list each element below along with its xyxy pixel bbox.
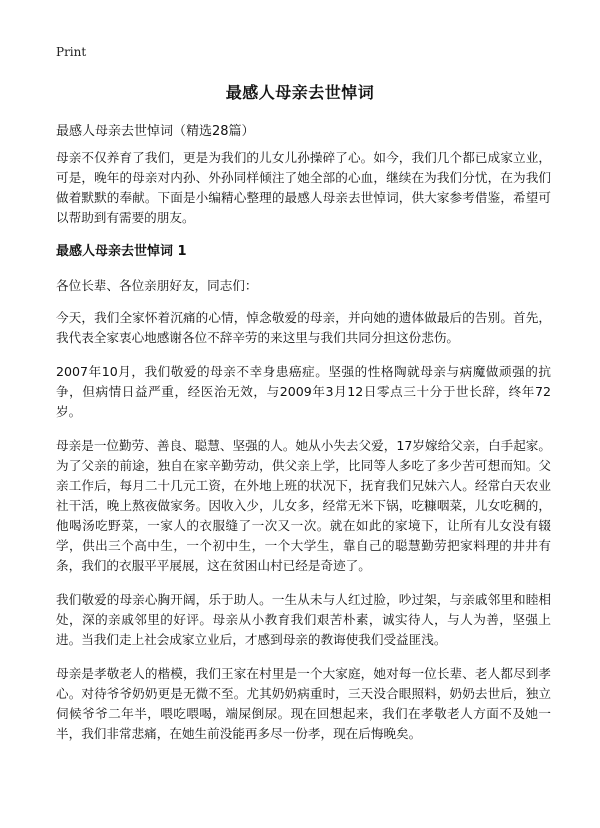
intro-paragraph: 母亲不仅养育了我们，更是为我们的儿女儿孙操碎了心。如今，我们几个都已成家立业，可是，晚年的母亲对内孙、外孙同样倾注了她全部的心血，继续在为我们分忧，在为我们做着默默的奉献。下面是小编精心整理的最感人母亲去世悼词，供大家参考借鉴，希望可以帮助到有需要的朋友。 <box>56 150 551 225</box>
body-paragraph: 今天，我们全家怀着沉痛的心情，悼念敬爱的母亲，并向她的遗体做最后的告别。首先，我代表全家衷心地感谢各位不辞辛劳的来这里与我们共同分担这份悲伤。 <box>56 310 551 345</box>
document-body <box>56 148 551 758</box>
body-paragraph: 母亲是孝敬老人的楷模，我们王家在村里是一个大家庭，她对每一位长辈、老人都尽到孝心。对待爷爷奶奶更是无微不至。尤其奶奶病重时，三天没合眼照料，奶奶去世后，独立伺候爷爷二年半，喂吃喂喝，端屎倒尿。现在回想起来，我们在孝敬老人方面不及她一半，我们非常悲痛，在她生前没能再多尽一份孝，现在后悔晚矣。 <box>56 666 551 741</box>
print-link[interactable]: Print <box>56 45 87 59</box>
page-title: 最感人母亲去世悼词 <box>225 83 375 102</box>
document-subtitle: 最感人母亲去世悼词（精选28篇） <box>56 124 255 139</box>
body-paragraph: 2007年10月，我们敬爱的母亲不幸身患癌症。坚强的性格陶就母亲与病魔做顽强的抗争，但病情日益严重，经医治无效，与2009年3月12日零点三十分于世长辞，终年72岁。 <box>56 364 551 419</box>
greeting-paragraph: 各位长辈、各位亲朋好友，同志们： <box>56 278 258 293</box>
body-paragraph: 我们敬爱的母亲心胸开阔，乐于助人。一生从未与人红过脸，吵过架，与亲戚邻里和睦相处，深的亲戚邻里的好评。母亲从小教育我们艰苦朴素，诚实待人，与人为善，坚强上进。当我们走上社会成家立业后，才感到母亲的教诲使我们受益匪浅。 <box>56 592 551 647</box>
body-paragraph: 母亲是一位勤劳、善良、聪慧、坚强的人。她从小失去父爱，17岁嫁给父亲，白手起家。为了父亲的前途，独自在家辛勤劳动，供父亲上学，比同等人多吃了多少苦可想而知。父亲工作后，每月二十几元工资，在外地上班的状况下，抚育我们兄妹六人。经常白天农业社干活，晚上熬夜做家务。因收入少，儿女多，经常无米下锅，吃糠咽菜，儿女吃稠的，他喝汤吃野菜，一家人的衣服缝了一次又一次。就在如此的家境下，让所有儿女没有辍学，供出三个高中生，一个初中生，一个大学生，靠自己的聪慧勤劳把家料理的井井有条，我们的衣服平平展展，这在贫困山村已经是奇迹了。 <box>56 438 551 573</box>
section-heading: 最感人母亲去世悼词 1 <box>56 244 187 259</box>
